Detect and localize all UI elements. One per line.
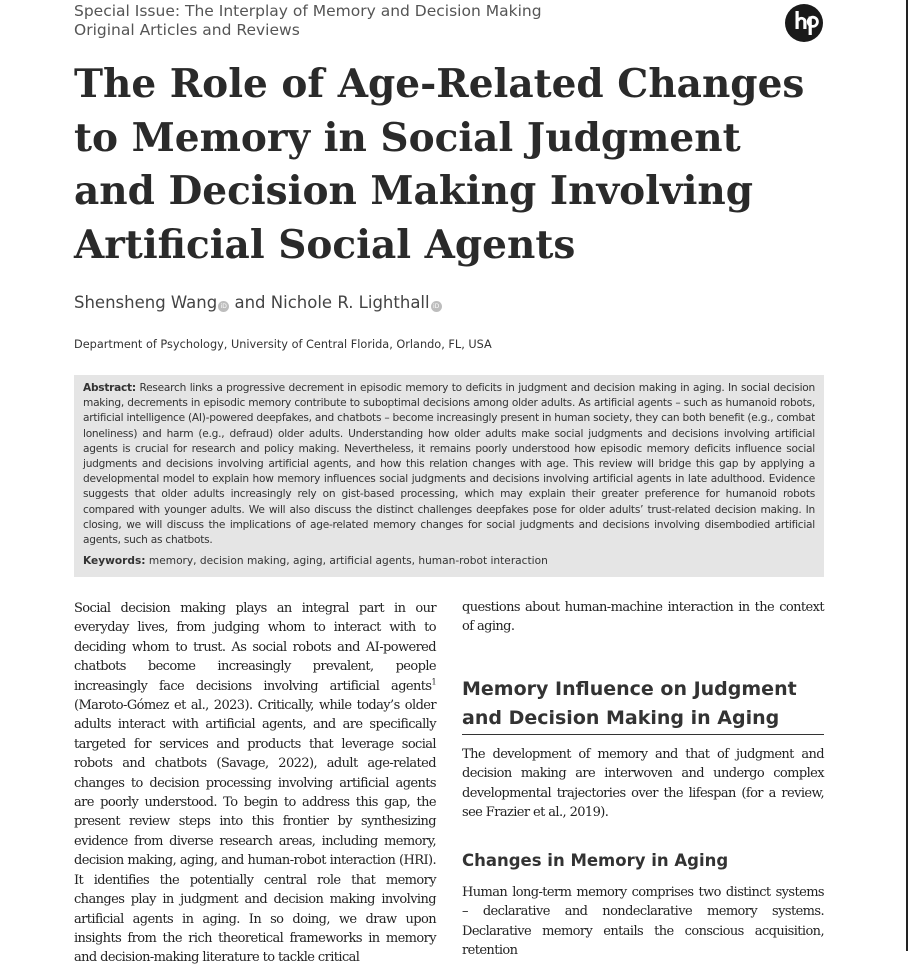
affiliation: Department of Psychology, University of Central Florida, Orlando, FL, USA <box>74 338 492 351</box>
section-heading: Memory Influence on Judgment and Decision Making in Aging <box>462 675 824 735</box>
body-paragraph: Human long-term memory comprises two distinct systems – declarative and nondeclarative memory systems. Declarative memory entails the conscious acquisition, retention <box>462 885 824 959</box>
body-text: Social decision making plays an integral part in our everyday lives, from judging whom to interact with to deciding whom to trust. As social robots and AI-powered chatbots become increasingly prevalent, people increasingly face decisions involving artificial agents <box>74 601 436 694</box>
hp-publisher-logo-icon <box>785 4 823 42</box>
abstract-box <box>74 375 824 577</box>
body-paragraph-intro <box>74 599 436 968</box>
special-issue-label: Special Issue: The Interplay of Memory and Decision Making <box>74 2 542 20</box>
subsection-heading: Changes in Memory in Aging <box>462 851 729 870</box>
body-paragraph-continued: questions about human-machine interaction in the context of aging. <box>462 600 824 635</box>
abstract-label: Abstract: <box>83 382 136 394</box>
author-name: Nichole R. Lighthall <box>270 293 430 312</box>
section-label: Original Articles and Reviews <box>74 21 300 39</box>
orcid-icon[interactable]: iD <box>218 301 229 312</box>
author-line <box>74 293 442 312</box>
body-text: (Maroto-Gómez et al., 2023). Critically, while today’s older adults interact with artificial agents, and are specifically targeted for services and products that leverage social robots and chatbots (Savage, 2022), adult age-related changes to decision processing involving artificial agents are poorly understood. To begin to address this gap, the present review steps into this frontier by synthesizing evidence from diverse research areas, including memory, decision making, aging, and human-robot interaction (HRI). It identifies the potentially central role that memory changes play in judgment and decision making involving artificial agents in aging. In so doing, we draw upon insights from the rich theoretical frameworks in memory and decision-making literature to tackle critical <box>74 698 436 966</box>
abstract-paragraph <box>83 381 815 548</box>
footnote-marker[interactable]: 1 <box>431 677 436 687</box>
author-name: Shensheng Wang <box>74 293 218 312</box>
body-paragraph: The development of memory and that of judgment and decision making are interwoven and undergo complex developmental trajectories over the lifespan (for a review, see Frazier et al., 2019). <box>462 747 824 821</box>
abstract-text: Research links a progressive decrement in episodic memory to deficits in judgment and decision making in aging. In social decision making, decrements in episodic memory contribute to suboptimal decisions among older adults. As artificial agents – such as humanoid robots, artificial intelligence (AI)-powered deepfakes, and chatbots – become increasingly present in human society, they can both benefit (e.g., combat loneliness) and harm (e.g., defraud) older adults. Understanding how older adults make social judgments and decisions involving artificial agents is crucial for research and policy making. Nevertheless, it remains poorly understood how episodic memory deficits influence social judgments and decisions involving artificial agents, and how this relation changes with age. This review will bridge this gap by applying a developmental model to explain how memory influences social judgments and decisions involving artificial agents in late adulthood. Evidence suggests that older adults increasingly rely on gist-based processing, which may explain their greater preference for humanoid robots compared with younger adults. We will also discuss the distinct challenges deepfakes pose for older adults’ trust-related decision making. In closing, we will discuss the implications of age-related memory changes for social judgments and decisions involving disembodied artificial agents, such as chatbots. <box>83 382 815 547</box>
article-title: The Role of Age-Related Changes to Memory in Social Judgment and Decision Making Involving Artificial Social Agents <box>74 61 805 268</box>
orcid-icon[interactable]: iD <box>431 301 442 312</box>
keywords-label: Keywords: <box>83 555 146 568</box>
author-separator: and <box>229 293 271 312</box>
keywords-text: memory, decision making, aging, artificial agents, human-robot interaction <box>148 555 548 568</box>
issue-header <box>74 2 542 40</box>
keywords-line <box>83 554 815 569</box>
